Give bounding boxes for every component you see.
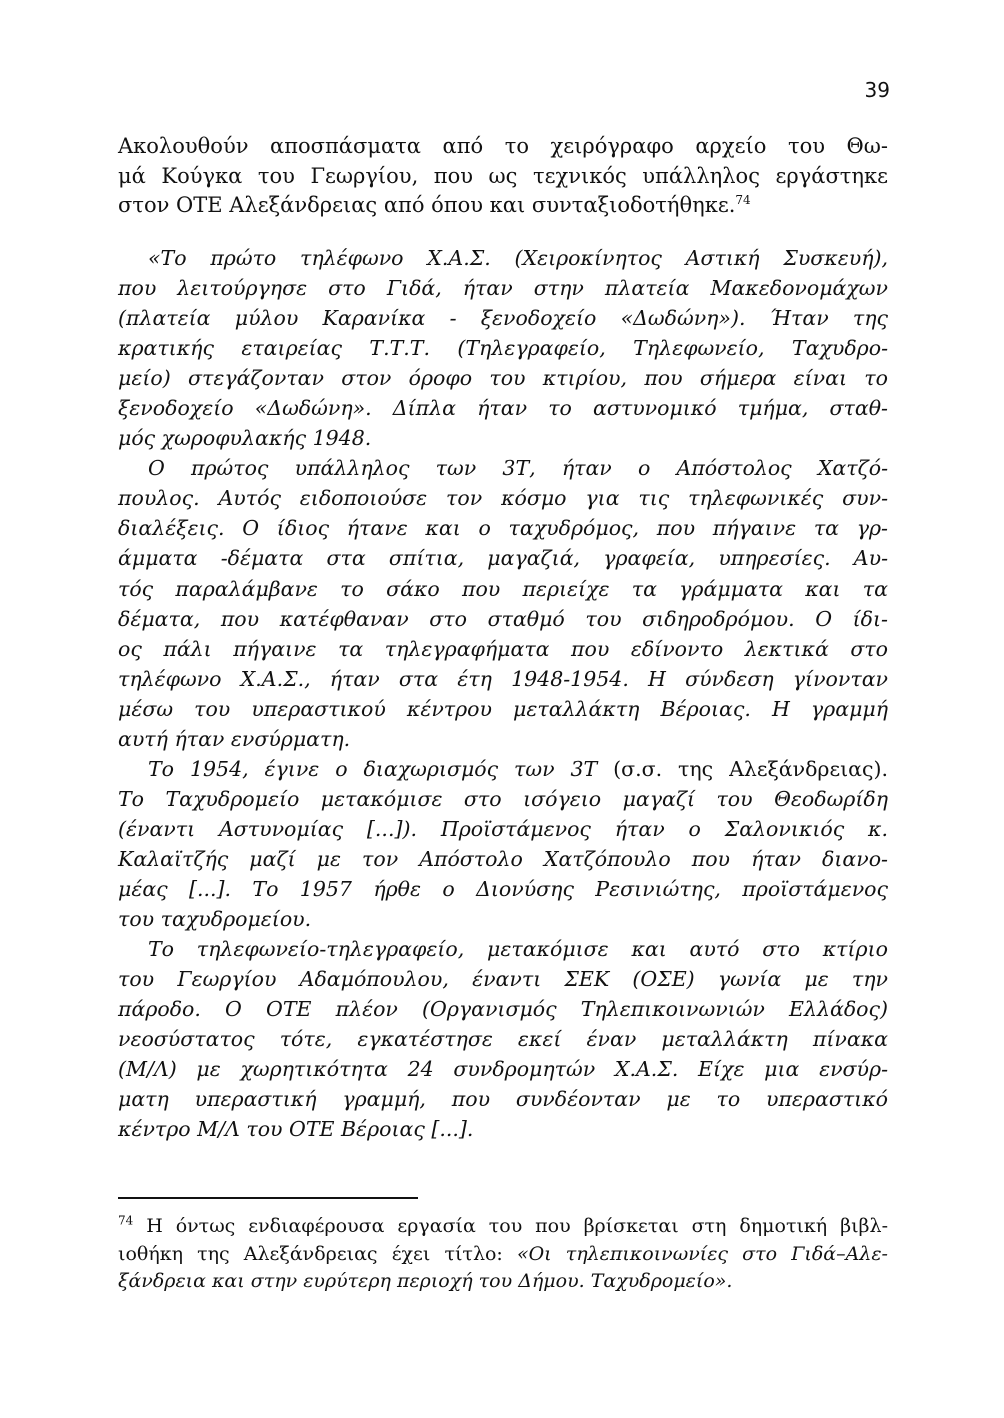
archive-quote [118,243,888,1144]
footnote-line-text: Η όντως ενδιαφέρουσα εργασία του που βρίσκεται στη δημοτική βιβλ- [146,1215,888,1237]
quote-line: (Μ/Λ) με χωρητικότητα 24 συνδρομητών Χ.Α.Σ. Είχε μια ενσύρ- [118,1057,888,1082]
quote-line: Καλαϊτζής μαζί με τον Απόστολο Χατζόπουλο που ήταν διανο- [118,846,888,871]
quote-line: διαλέξεις. Ο ίδιος ήτανε και ο ταχυδρόμος, που πήγαινε τα γρ- [118,516,888,541]
quote-line [118,754,888,784]
quote-line: αυτή ήταν ενσύρματη. [118,726,351,751]
footnote-line [118,1241,888,1269]
quote-line: κρατικής εταιρείας Τ.Τ.Τ. (Τηλεγραφείο, Τηλεφωνείο, Ταχυδρο- [118,336,888,361]
quote-line: «Το πρώτο τηλέφωνο Χ.Α.Σ. (Χειροκίνητος Αστική Συσκευή), [148,246,888,270]
footnote-work-title: «Οι τηλεπικοινωνίες στο Γιδά–Αλε- [516,1242,888,1265]
footnote-line: ξάνδρεια και στην ευρύτερη περιοχή του Δήμου. Ταχυδρομείο». [118,1270,733,1292]
quote-line: μέσω του υπεραστικού κέντρου μεταλλάκτη Βέροιας. Η γραμμή [118,696,888,721]
footnote-reference: 74 [735,193,751,207]
footnote-divider [118,1197,418,1199]
quote-line-text: Το 1954, έγινε ο διαχωρισμός των 3Τ [148,756,598,781]
intro-line [118,191,888,221]
footnote-line [118,1213,888,1241]
quote-line: πάροδο. Ο ΟΤΕ πλέον (Οργανισμός Τηλεπικοινωνιών Ελλάδος) [118,997,888,1022]
quote-line: Το Ταχυδρομείο μετακόμισε στο ισόγειο μαγαζί του Θεοδωρίδη [118,786,888,811]
quote-line: του ταχυδρομείου. [118,907,312,932]
page-number: 39 [864,78,890,102]
quote-line: ος πάλι πήγαινε τα τηλεγραφήματα που εδίνοντο λεκτικά στο [118,636,888,661]
quote-line: Το τηλεφωνείο-τηλεγραφείο, μετακόμισε και αυτό στο κτίριο [148,937,888,962]
quote-line: του Γεωργίου Αδαμόπουλου, έναντι ΣΕΚ (ΟΣΕ) γωνία με την [118,967,888,992]
quote-line: που λειτούργησε στο Γιδά, ήταν στην πλατεία Μακεδονομάχων [118,276,888,301]
quote-line: τός παραλάμβανε το σάκο που περιείχε τα γράμματα και τα [118,576,888,601]
quote-line: κέντρο Μ/Λ του ΟΤΕ Βέροιας [...]. [118,1117,474,1142]
quote-line: (έναντι Αστυνομίας [...]). Προϊστάμενος ήταν ο Σαλονικιός κ. [118,816,888,841]
quote-line: Ο πρώτος υπάλληλος των 3Τ, ήταν ο Απόστολος Χατζό- [148,456,888,481]
intro-line: μά Κούγκα του Γεωργίου, που ως τεχνικός υπάλληλος εργάστηκε [118,163,888,188]
quote-line: άμματα -δέματα στα σπίτια, μαγαζιά, γραφεία, υπηρεσίες. Αυ- [118,546,888,571]
footnote-marker: 74 [118,1213,134,1228]
footnote [118,1213,888,1296]
footnote-line-text: ιοθήκη της Αλεξάνδρειας έχει τίτλο: [118,1242,517,1265]
quote-line: πουλος. Αυτός ειδοποιούσε τον κόσμο για τις τηλεφωνικές συν- [118,486,888,511]
intro-line-text: στον ΟΤΕ Αλεξάνδρειας από όπου και συνταξιοδοτήθηκε. [118,193,736,217]
quote-line: μός χωροφυλακής 1948. [118,426,372,451]
editor-note: (σ.σ. της Αλεξάνδρειας). [613,756,888,781]
quote-line: μείο) στεγάζονταν στον όροφο του κτιρίου, που σήμερα είναι το [118,366,888,391]
quote-line: μέας [...]. Το 1957 ήρθε ο Διονύσης Ρεσινιώτης, προϊστάμενος [118,876,888,901]
intro-paragraph [118,132,888,221]
quote-line: ματη υπεραστική γραμμή, που συνδέονταν με το υπεραστικό [118,1087,888,1112]
quote-line: τηλέφωνο Χ.Α.Σ., ήταν στα έτη 1948-1954. Η σύνδεση γίνονταν [118,666,888,691]
quote-line: ξενοδοχείο «Δωδώνη». Δίπλα ήταν το αστυνομικό τμήμα, σταθ- [118,396,888,421]
quote-line: δέματα, που κατέφθαναν στο σταθμό του σιδηροδρόμου. Ο ίδι- [118,606,888,631]
quote-line: (πλατεία μύλου Καρανίκα - ξενοδοχείο «Δωδώνη»). Ήταν της [118,306,888,331]
intro-line: Ακολουθούν αποσπάσματα από το χειρόγραφο αρχείο του Θω- [118,134,888,158]
quote-line: νεοσύστατος τότε, εγκατέστησε εκεί έναν μεταλλάκτη πίνακα [118,1027,888,1052]
